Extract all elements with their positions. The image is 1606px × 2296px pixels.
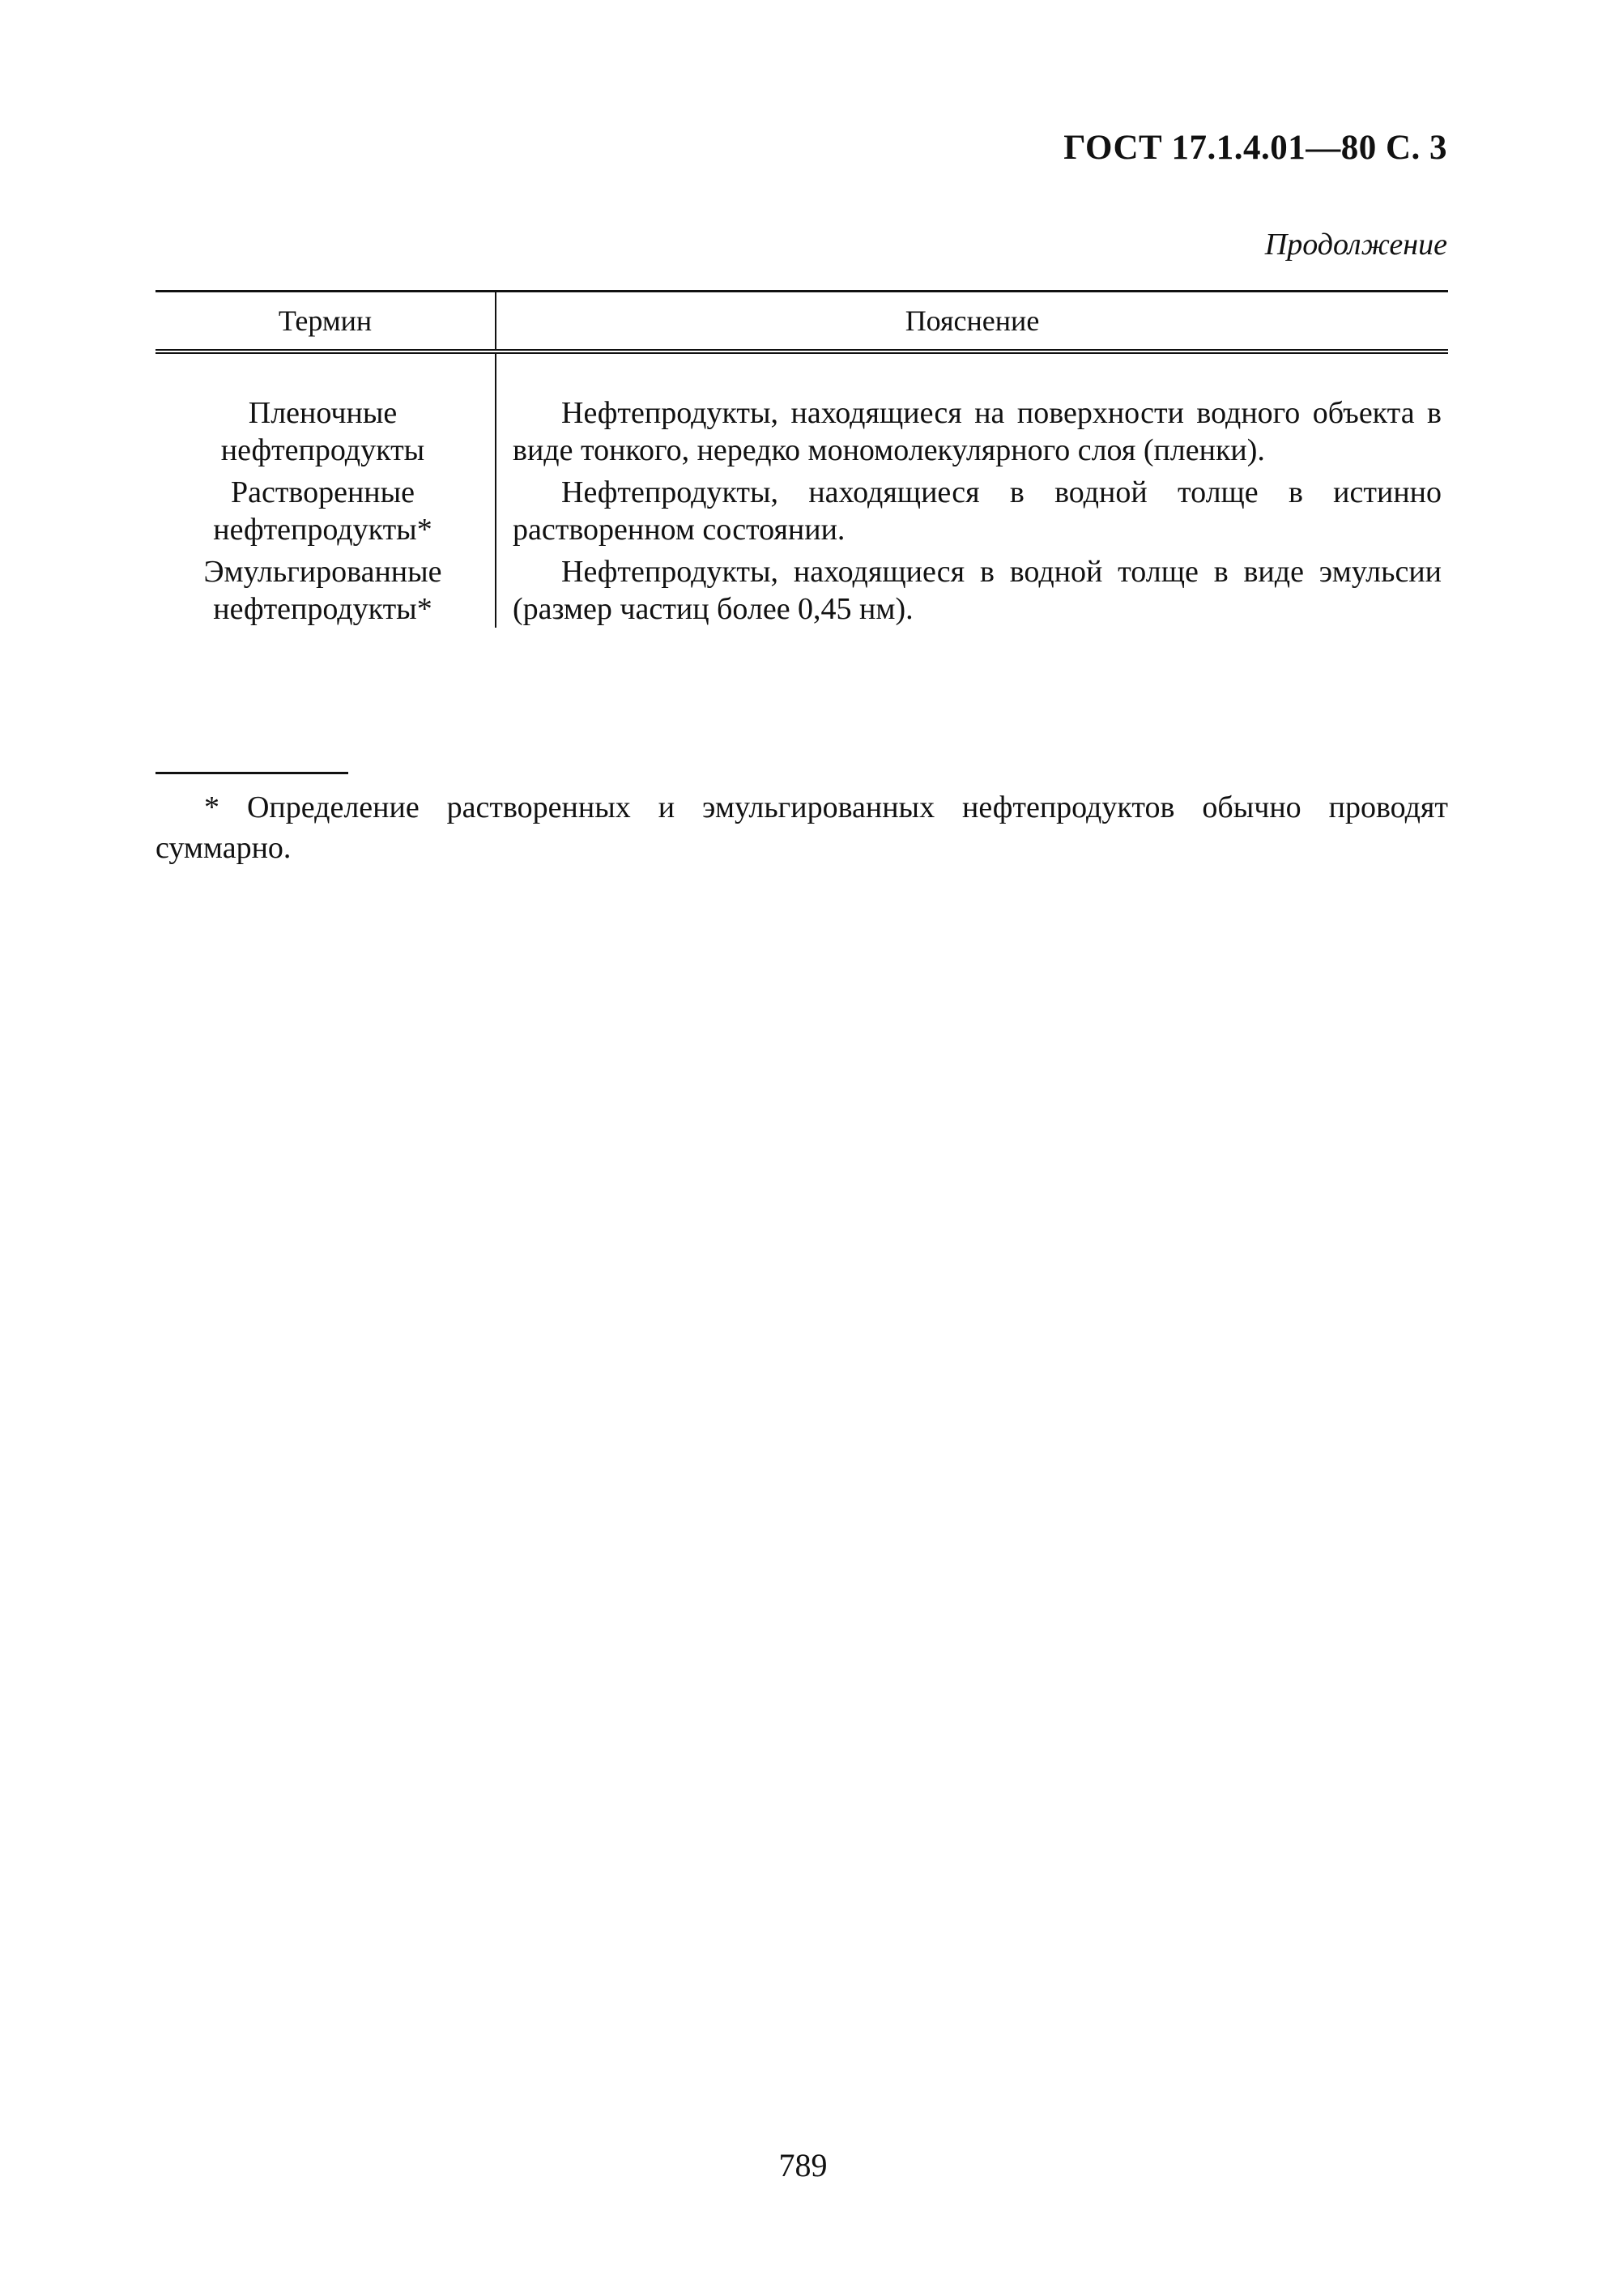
table-row — [155, 469, 1448, 548]
term-text: нефтепродукты — [220, 433, 425, 467]
table-spacer — [155, 351, 1448, 394]
table-row — [155, 394, 1448, 469]
term-text: нефтепродукты* — [213, 592, 432, 626]
page-number: 789 — [778, 2147, 828, 2183]
term-text: Растворенные — [230, 475, 415, 509]
term-cell — [155, 469, 496, 548]
document-header: ГОСТ 17.1.4.01—80 С. 3 — [1063, 129, 1447, 167]
term-text: Пленочные — [248, 396, 398, 430]
explanation-cell: Нефтепродукты, находящиеся на поверхности водного объекта в виде тонкого, нередко мономолекулярного слоя (пленки). — [513, 396, 1442, 467]
explanation-cell: Нефтепродукты, находящиеся в водной толще в истинно растворенном состоянии. — [513, 475, 1442, 547]
table-row — [155, 548, 1448, 628]
column-header-explanation: Пояснение — [496, 292, 1448, 352]
column-header-term: Термин — [155, 292, 496, 352]
term-cell — [155, 394, 496, 469]
continuation-label: Продолжение — [1264, 228, 1447, 262]
footnote-divider — [155, 772, 348, 774]
explanation-cell: Нефтепродукты, находящиеся в водной толще в виде эмульсии (размер частиц более 0,45 нм). — [513, 555, 1442, 626]
terms-table — [155, 290, 1448, 628]
term-text: нефтепродукты* — [213, 513, 432, 547]
term-cell — [155, 548, 496, 628]
term-text: Эмульгированные — [203, 555, 442, 589]
table-header-row — [155, 292, 1448, 352]
footnote-text: * Определение растворенных и эмульгированных нефтепродуктов обычно проводят суммарно. — [155, 790, 1448, 865]
